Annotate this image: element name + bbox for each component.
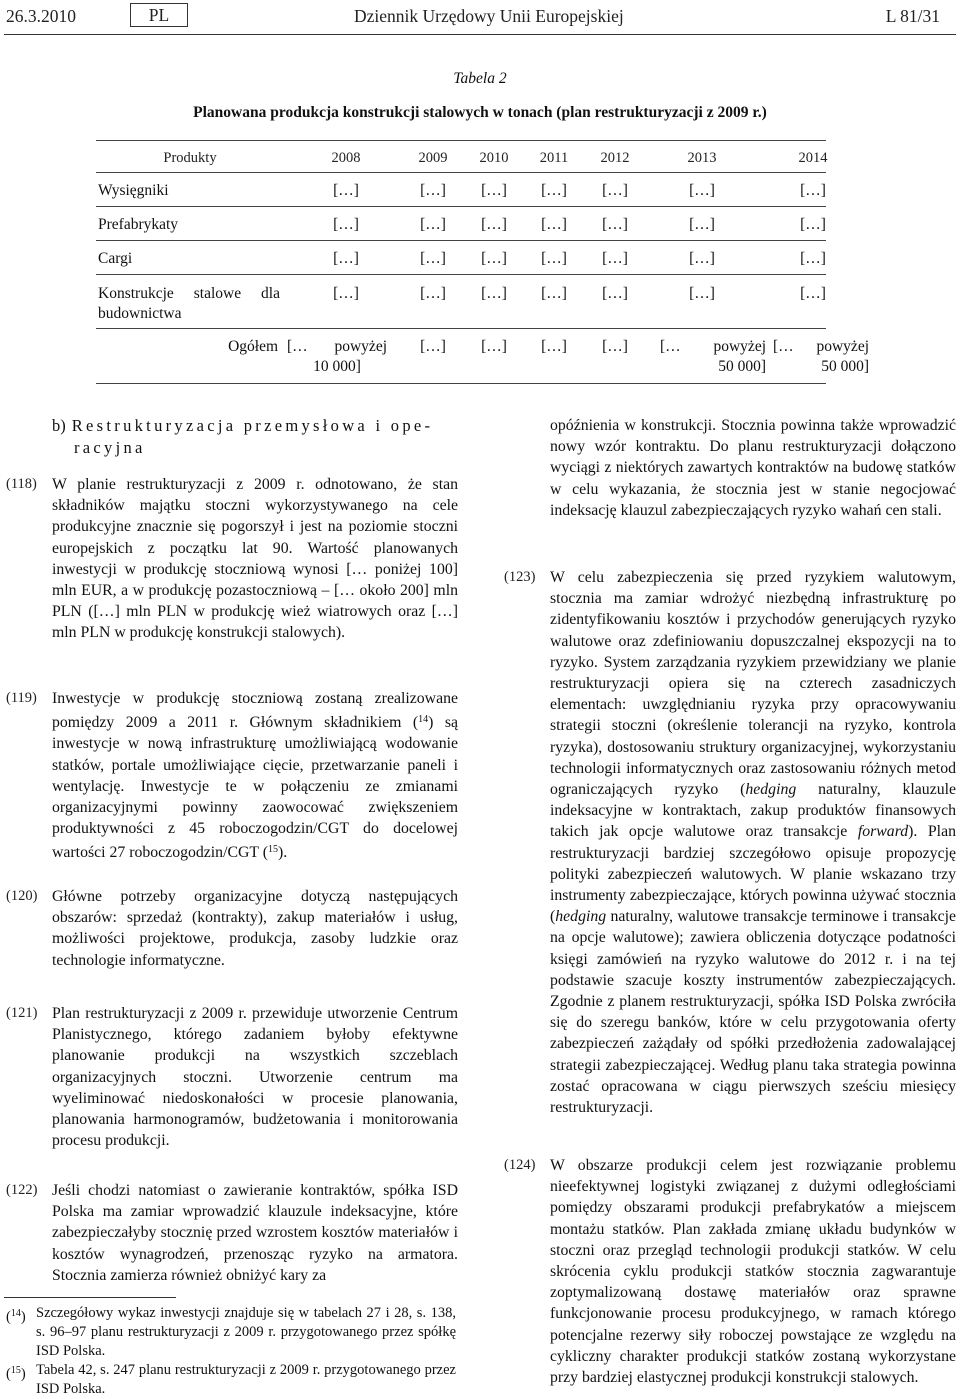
journal-title: Dziennik Urzędowy Unii Europejskiej [354,6,624,26]
table-cell: […] [333,182,359,199]
row-label: Cargi [98,250,133,267]
footnote-15 [6,1361,456,1399]
table-cell: […] [689,285,715,302]
paragraph-123-text: naturalny, walutowe transakcje terminowe i transakcje na opcje walutowe); zawiera obliczenia dotyczące podatności księgi zamówień na ryzyko walutowe do 2012 r. i na tej podstawie szacuje koszty instrumentów zabezpieczających. Zgodnie z planem restrukturyzacji, spółka ISD Polska zwróciła się do szeregu banków, które w celu przygotowania oferty zabezpieczeń zażądały od spółki przedłożenia zadowalającej strategii zabezpieczającej. Według planu taka strategia powinna zostać opracowana w ciągu pierwszych sześciu miesięcy restrukturyzacji. [550,908,956,1117]
row-label: Wysięgniki [98,182,169,199]
row-rule [96,206,826,207]
section-heading [52,415,462,437]
footnote-ref[interactable]: 15 [268,844,278,856]
table-cell: […] [689,216,715,233]
footnote-marker: ($^{14}$) [6,1308,26,1325]
row-label: Konstrukcje stalowe dla [98,285,280,302]
table-cell: […] [541,250,567,267]
table-cell: […] [420,285,446,302]
table-cell-continued: 50 000] [821,358,869,375]
row-label-continued: budownictwa [98,305,182,322]
paragraph-119-text: Inwestycje w produkcję stoczniową zostaną zrealizowane pomiędzy 2009 a 2011 r. Głównym składnikiem ( [52,690,458,732]
footnote-text: Tabela 42, s. 247 planu restrukturyzacji z 2009 r. przygotowanego przez ISD Polska. [36,1362,456,1397]
column-header: 2014 [798,150,828,166]
row-label-total: Ogółem [228,338,278,355]
table-cell: […] [800,285,826,302]
paragraph-119-text: ). [278,844,288,862]
paragraph-number: (120) [6,888,38,904]
table-cell: […] [689,182,715,199]
header-rule [4,34,956,35]
paragraph-number: (121) [6,1005,38,1021]
paragraph-123-text: naturalny, klauzule indeksacyjne w kontraktach, zakup produktów finansowych takich jak opcje walutowe oraz transakcje [550,781,956,841]
page-header [0,6,960,32]
footnote-text: Szczegółowy wykaz inwestycji znajduje się w tabelach 27 i 28, s. 138, s. 96–97 planu restrukturyzacji z 2009 r. przygotowanego przez spółkę ISD Polska. [36,1305,456,1359]
column-header: 2013 [687,150,717,166]
table-cell: […] [541,216,567,233]
paragraph-123-italic: forward [857,823,909,841]
column-header: 2008 [331,150,361,166]
paragraph-120: Główne potrzeby organizacyjne dotyczą następujących obszarów: sprzedaż (kontrakty), zakup materiałów i usług, możliwości projektowe, produkcja, zasoby ludzkie oraz technologie informatyczne. [52,888,458,969]
table-cell: [… powyżej [660,338,766,355]
paragraph-124: W obszarze produkcji celem jest rozwiązanie problemu nieefektywnej logistyki związanej z dużymi odległościami pomiędzy obszarami produkcji prefabrykatów a miejscem montażu statków. Plan zakłada zmianę układu budynków w stoczni oraz przegląd technologii produkcji statków. W celu skrócenia cyklu produkcji statków stocznia zagwarantuje zoptymalizowaną dostawę materiałów oraz sprawne funkcjonowanie procesu produkcyjnego, w ramach którego potencjalne rezerwy siły roboczej powstające ze względu na cykliczny charakter produkcji statków zostaną wykorzystane przy bardziej elastycznej produkcji konstrukcji stalowych. [550,1157,956,1387]
table-cell: [… powyżej [773,338,869,355]
table-cell: […] [541,182,567,199]
table-cell: […] [602,338,628,355]
paragraph-119 [52,688,458,864]
paragraph-122-continued: opóźnienia w konstrukcji. Stocznia powinna także wprowadzić nowy wzór kontraktu. Do planu restrukturyzacji dołączono wyciągi z niektórych zawartych kontraktów na budowę statków w celu wykazania, że stocznia jest w stanie negocjować indeksację klauzul zabezpieczających ryzyko wahań cen stali. [550,417,956,519]
column-header: 2012 [600,150,630,166]
table-cell: […] [602,182,628,199]
section-heading-line1: Restrukturyzacja przemysłowa i ope- [71,416,434,435]
table-cell: […] [481,285,507,302]
footnote-marker-number: 15 [10,1365,21,1376]
column-header: Produkty [163,150,217,166]
table-title: Planowana produkcja konstrukcji stalowych w tonach (plan restrukturyzacji z 2009 r.) [193,104,767,121]
table-cell: [… powyżej [287,338,387,355]
row-label: Prefabrykaty [98,216,179,233]
table-header-rule [96,172,826,173]
table-cell: […] [420,216,446,233]
page-number: L 81/31 [885,6,940,26]
paragraph-123-italic: hedging [745,781,797,799]
paragraph-number: (122) [6,1182,38,1198]
table-cell: […] [800,216,826,233]
publication-date: 26.3.2010 [6,6,76,26]
table-cell: […] [481,182,507,199]
row-rule [96,328,826,329]
paragraph-number: (123) [504,569,536,585]
table-cell-continued: 50 000] [718,358,766,375]
language-badge: PL [130,3,188,27]
table-cell: […] [689,250,715,267]
table-cell: […] [481,250,507,267]
table-cell: […] [420,250,446,267]
table-caption: Tabela 2 [453,70,507,87]
table-cell: […] [602,250,628,267]
paragraph-123-italic: hedging [555,908,607,926]
footnote-ref[interactable]: 14 [418,714,429,726]
table-cell: […] [602,216,628,233]
footnote-14 [6,1304,456,1361]
paragraph-number: (119) [6,690,37,706]
table-cell: […] [800,182,826,199]
paragraph-122: Jeśli chodzi natomiast o zawieranie kontraktów, spółka ISD Polska ma zamiar wprowadzić klauzule indeksacyjne, które zabezpieczałyby stocznię przed wzrostem kosztów materiałów i kosztów wynagrodzeń, przenosząc ryzyko na armatora. Stocznia zamierza również obniżyć kary za [52,1182,458,1284]
row-rule [96,240,826,241]
paragraph-123 [550,567,956,1118]
table-cell: […] [333,250,359,267]
section-heading-line2: racyjna [74,438,146,457]
paragraph-121: Plan restrukturyzacji z 2009 r. przewiduje utworzenie Centrum Planistycznego, którego zadaniem byłoby efektywne planowanie produkcji na wszystkich szczeblach organizacyjnych stoczni. Utworzenie centrum ma wyeliminować niedoskonałości w procesie planowania, planowania harmonogramów, budżetowania i monitorowania procesu produkcji. [52,1005,458,1150]
paragraph-123-text: ). Plan restrukturyzacji bardziej szczegółowo opisuje propozycję polityki zabezpieczeń walutowych. W planie wskazano trzy instrumenty zabezpieczające, których powinna używać stocznia ( [550,823,956,926]
table-cell: […] [333,285,359,302]
table-cell-continued: 10 000] [313,358,361,375]
table-bottom-rule [96,383,826,384]
table-cell: […] [420,338,446,355]
column-header: 2010 [479,150,509,166]
table-cell: […] [420,182,446,199]
paragraph-119-text: ) są inwestycje w nową infrastrukturę umożliwiającą wodowanie statków, portale umożliwiające cięcie, przetwarzanie paneli i wentylację. Inwestycje te w połączeniu ze zmianami organizacyjnymi powinny zaowocować zwiększeniem produktywności z 45 roboczogodzin/CGT do docelowej wartości 27 roboczogodzin/CGT ( [52,714,458,862]
footnote-rule [4,1297,176,1298]
section-marker: b) [52,416,66,435]
table-cell: […] [481,338,507,355]
column-header: 2009 [418,150,448,166]
table-cell: […] [602,285,628,302]
paragraph-number: (118) [6,476,37,492]
table-cell: […] [333,216,359,233]
footnote-marker: ($^{15}$) [6,1365,26,1382]
table-cell: […] [800,250,826,267]
table-top-rule [96,140,826,141]
paragraph-number: (124) [504,1157,536,1173]
paragraph-123-text: W celu zabezpieczenia się przed ryzykiem walutowym, stocznia ma zamiar wdrożyć niezbędną infrastrukturę po zidentyfikowaniu kosztów i przychodów generujących ryzyko walutowe oraz zdefiniowaniu dopuszczalnej ekspozycji na to ryzyko. System zarządzania ryzykiem przewidziany we planie restrukturyzacji opiera się na czterech zasadniczych elementach: uwzględnianiu ryzyka przy opracowywaniu strategii stoczni (określenie tolerancji na ryzyko, kontrola ryzyka), dostosowaniu struktury organizacyjnej, wykorzystaniu technologii informatycznych oraz zastosowaniu różnych metod ograniczających ryzyko ( [550,569,956,799]
table-cell: […] [541,285,567,302]
row-rule [96,274,826,275]
table-cell: […] [481,216,507,233]
paragraph-118: W planie restrukturyzacji z 2009 r. odnotowano, że stan składników majątku stoczni wykorzystywanego na cele produkcyjne znacznie się pogorszył i jest na poziomie stoczni europejskich z początku lat 90. Wartość planowanych inwestycji w produkcję stoczniową wynosi [… poniżej 100] mln EUR, a w produkcję pozastoczniową – [… około 200] mln PLN ([…] mln PLN w produkcję wież wiatrowych oraz […] mln PLN w produkcję konstrukcji stalowych). [52,476,458,642]
column-header: 2011 [539,150,569,166]
footnote-marker-number: 14 [10,1308,21,1319]
table-cell: […] [541,338,567,355]
